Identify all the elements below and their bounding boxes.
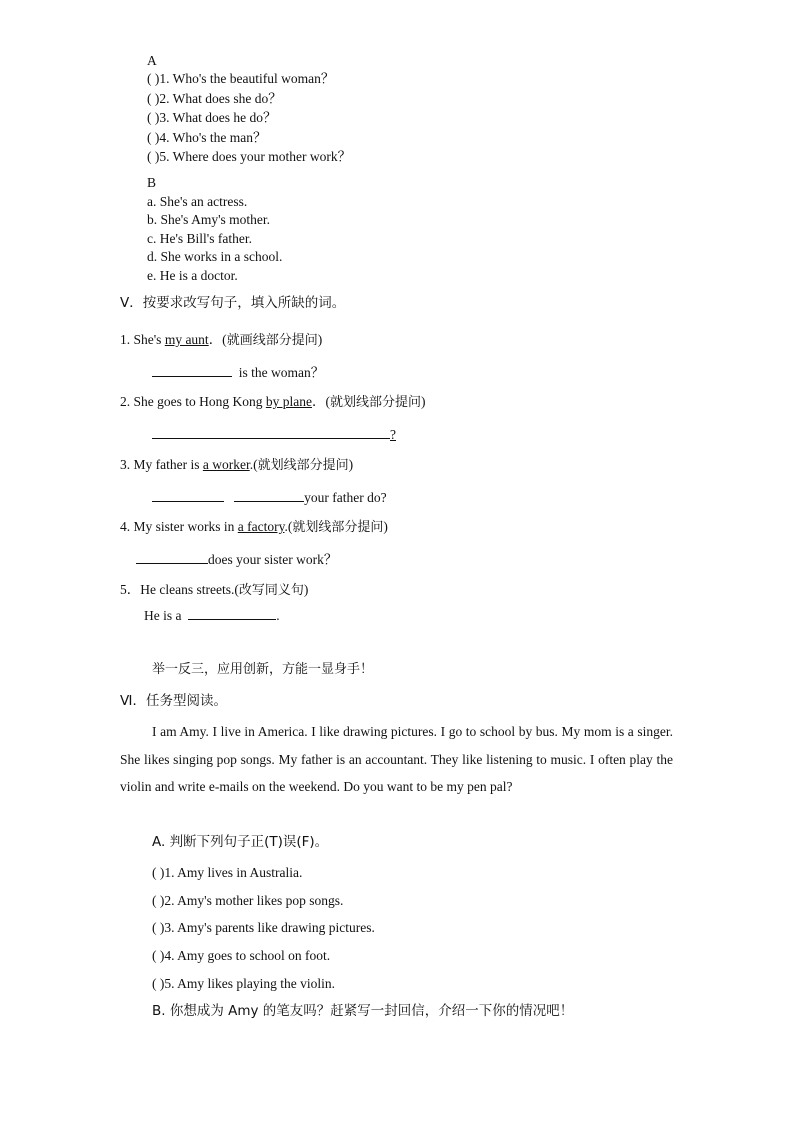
column-a-label: A [147, 53, 157, 68]
answer-blank[interactable] [234, 487, 304, 502]
rewrite-question-2: 2. She goes to Hong Kong by plane．(就划线部分提问) [120, 394, 426, 410]
part-a-label: A. 判断下列句子正(T)误(F)。 [152, 834, 329, 850]
answer-blank[interactable] [152, 362, 232, 377]
answer-paren[interactable]: ( ) [147, 71, 160, 86]
motto: 举一反三，应用创新，方能一显身手！ [152, 662, 374, 677]
tf-item: ( )2. Amy's mother likes pop songs. [152, 893, 344, 908]
answer-paren[interactable]: ( ) [152, 920, 165, 935]
rewrite-answer-4: does your sister work？ [136, 549, 337, 569]
answer-paren[interactable]: ( ) [152, 976, 165, 991]
rewrite-answer-3: your father do? [152, 487, 387, 507]
answer-paren[interactable]: ( ) [152, 948, 165, 963]
tf-item: ( )1. Amy lives in Australia. [152, 865, 303, 880]
match-question: ( )1. Who's the beautiful woman？ [147, 71, 335, 86]
rewrite-answer-1: is the woman？ [152, 362, 324, 382]
answer-paren[interactable]: ( ) [152, 893, 165, 908]
match-answer: d. She works in a school. [147, 249, 283, 264]
rewrite-question-4: 4. My sister works in a factory.(就划线部分提问) [120, 519, 388, 535]
answer-paren[interactable]: ( ) [147, 91, 160, 106]
tf-item: ( )5. Amy likes playing the violin. [152, 976, 335, 991]
answer-blank[interactable] [136, 549, 208, 564]
rewrite-question-1: 1. She's my aunt．(就画线部分提问) [120, 332, 323, 348]
column-b-label: B [147, 175, 157, 190]
match-question: ( )5. Where does your mother work？ [147, 149, 352, 164]
answer-blank[interactable] [152, 424, 390, 439]
reading-passage: I am Amy. I live in America. I like drawing pictures. I go to school by bus. My mom is a singer. She likes singing pop songs. My father is an accountant. They like listening to music. I often play the violin and write e-mails on the weekend. Do you want to be my pen pal? [120, 724, 673, 794]
answer-blank[interactable] [152, 487, 224, 502]
answer-paren[interactable]: ( ) [147, 110, 160, 125]
match-answer: e. He is a doctor. [147, 268, 238, 283]
section-5-heading: Ⅴ．按要求改写句子，填入所缺的词。 [120, 295, 346, 311]
answer-blank[interactable] [188, 605, 276, 620]
match-question: ( )4. Who's the man？ [147, 130, 267, 145]
rewrite-question-5: 5．He cleans streets.(改写同义句) [120, 582, 309, 598]
tf-item: ( )3. Amy's parents like drawing pictures. [152, 920, 375, 935]
match-answer: c. He's Bill's father. [147, 231, 252, 246]
match-answer: b. She's Amy's mother. [147, 212, 270, 227]
answer-paren[interactable]: ( ) [147, 130, 160, 145]
rewrite-answer-2: ? [152, 424, 396, 444]
match-answer: a. She's an actress. [147, 194, 248, 209]
tf-item: ( )4. Amy goes to school on foot. [152, 948, 331, 963]
answer-paren[interactable]: ( ) [147, 149, 160, 164]
match-question: ( )3. What does he do？ [147, 110, 277, 125]
answer-paren[interactable]: ( ) [152, 865, 165, 880]
match-question: ( )2. What does she do？ [147, 91, 282, 106]
part-b-label: B. 你想成为 Amy 的笔友吗？赶紧写一封回信，介绍一下你的情况吧！ [152, 1003, 574, 1019]
rewrite-question-3: 3. My father is a worker.(就划线部分提问) [120, 457, 354, 473]
rewrite-answer-5: He is a . [144, 605, 280, 625]
section-6-heading: Ⅵ．任务型阅读。 [120, 693, 227, 709]
